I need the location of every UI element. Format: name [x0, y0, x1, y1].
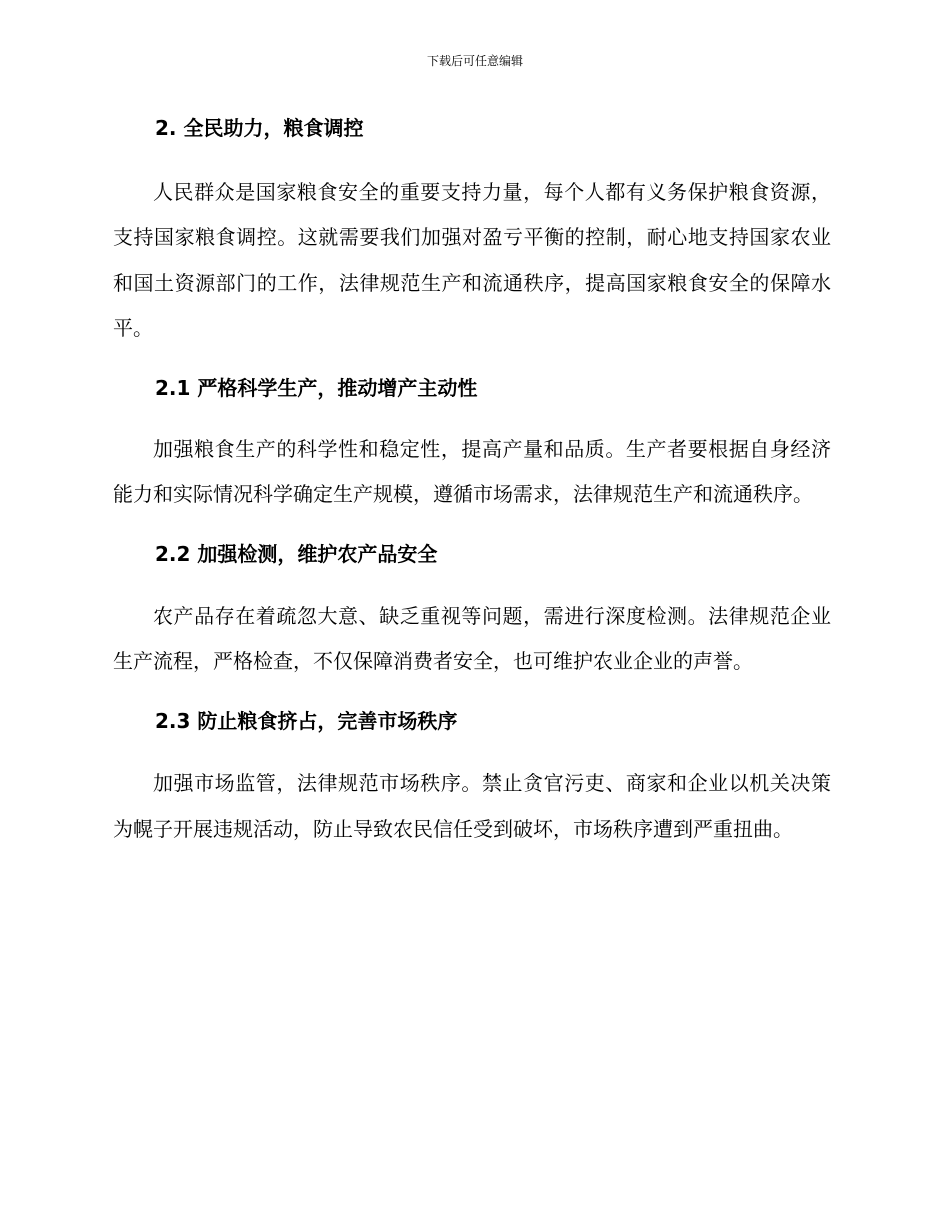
- section-paragraph: 加强市场监管，法律规范市场秩序。禁止贪官污吏、商家和企业以机关决策为幌子开展违规活动，防止导致农民信任受到破坏，市场秩序遭到严重扭曲。: [113, 771, 831, 841]
- section-paragraph: 加强粮食生产的科学性和稳定性，提高产量和品质。生产者要根据自身经济能力和实际情况科学确定生产规模，遵循市场需求，法律规范生产和流通秩序。: [113, 437, 831, 507]
- page-header: 下载后可任意编辑: [426, 54, 523, 68]
- section-paragraph: 农产品存在着疏忽大意、缺乏重视等问题，需进行深度检测。法律规范企业生产流程，严格检查，不仅保障消费者安全，也可维护农业企业的声誉。: [113, 603, 831, 674]
- section-heading: 2.3 防止粮食挤占，完善市场秩序: [155, 709, 458, 734]
- section-heading: 2.2 加强检测，维护农产品安全: [155, 541, 438, 566]
- document-body: [113, 113, 831, 852]
- section-paragraph: 人民群众是国家粮食安全的重要支持力量，每个人都有义务保护粮食资源，支持国家粮食调控。这就需要我们加强对盈亏平衡的控制，耐心地支持国家农业和国土资源部门的工作，法律规范生产和流通秩序，提高国家粮食安全的保障水平。: [113, 180, 831, 340]
- section-heading: 2.1 严格科学生产，推动增产主动性: [155, 376, 478, 401]
- section-heading: 2. 全民助力，粮食调控: [155, 116, 364, 140]
